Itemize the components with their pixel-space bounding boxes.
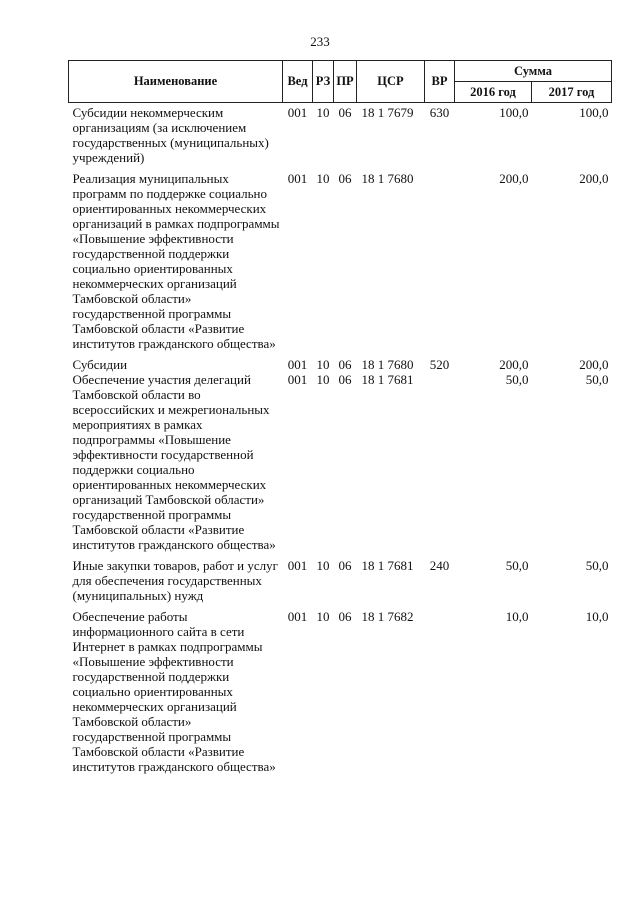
row-rz: 10	[316, 105, 330, 120]
row-name: Субсидии	[72, 357, 128, 372]
row-sum-2017: 50,0	[585, 558, 609, 573]
row-sum-2017: 50,0	[585, 372, 609, 387]
table-row	[69, 609, 612, 774]
header-year-2017: 2017 год	[532, 82, 612, 103]
row-vr	[425, 171, 455, 351]
table-row	[69, 171, 612, 351]
row-vr: 520	[429, 357, 450, 372]
row-sum-2017: 200,0	[579, 171, 609, 186]
row-name: Субсидии некоммерческим организациям (за исключением государственных (муниципальных) учреждений)	[72, 105, 269, 165]
row-sum-2016: 10,0	[505, 609, 529, 624]
row-sum-2016: 200,0	[499, 357, 529, 372]
row-csr: 18 1 7682	[361, 609, 414, 624]
page-number: 233	[310, 34, 330, 49]
row-vr	[425, 372, 455, 552]
row-pr: 06	[338, 105, 352, 120]
budget-table	[68, 60, 612, 774]
row-pr: 06	[338, 609, 352, 624]
row-name: Иные закупки товаров, работ и услуг для обеспечения государственных (муниципальных) нужд	[72, 558, 278, 603]
header-sum: Сумма	[455, 61, 612, 82]
table-body	[69, 103, 612, 775]
header-vr: ВР	[425, 61, 455, 103]
header-ved: Вед	[283, 61, 313, 103]
row-rz: 10	[316, 558, 330, 573]
row-csr: 18 1 7680	[361, 357, 414, 372]
table-row	[69, 357, 612, 372]
table-header	[69, 61, 612, 103]
header-name: Наименование	[69, 61, 283, 103]
row-ved: 001	[287, 558, 308, 573]
row-sum-2016: 100,0	[499, 105, 529, 120]
row-sum-2016: 200,0	[499, 171, 529, 186]
row-vr: 240	[429, 558, 450, 573]
row-sum-2017: 200,0	[579, 357, 609, 372]
header-year-2016: 2016 год	[455, 82, 532, 103]
row-rz: 10	[316, 357, 330, 372]
table-row	[69, 558, 612, 603]
row-sum-2016: 50,0	[505, 372, 529, 387]
row-ved: 001	[287, 372, 308, 387]
row-sum-2017: 10,0	[585, 609, 609, 624]
row-pr: 06	[338, 357, 352, 372]
row-rz: 10	[316, 171, 330, 186]
row-sum-2016: 50,0	[505, 558, 529, 573]
table-row	[69, 372, 612, 552]
row-rz: 10	[316, 609, 330, 624]
row-csr: 18 1 7680	[361, 171, 414, 186]
row-name: Обеспечение работы информационного сайта в сети Интернет в рамках подпрограммы «Повышение эффективности государственной поддержки социально ориентированных некоммерческих организаций Тамбовской области» государственной программы Тамбовской области «Развитие институтов гражданского общества»	[72, 609, 276, 774]
row-ved: 001	[287, 171, 308, 186]
row-ved: 001	[287, 609, 308, 624]
row-vr	[425, 609, 455, 774]
row-pr: 06	[338, 171, 352, 186]
row-name: Обеспечение участия делегаций Тамбовской области во всероссийских и межрегиональных мероприятиях в рамках подпрограммы «Повышение эффективности государственной поддержки социально ориентированных некоммерческих организаций Тамбовской области» государственной программы Тамбовской области «Развитие институтов гражданского общества»	[72, 372, 276, 552]
row-pr: 06	[338, 372, 352, 387]
row-sum-2017: 100,0	[579, 105, 609, 120]
row-csr: 18 1 7681	[361, 372, 414, 387]
header-rz: РЗ	[313, 61, 334, 103]
row-csr: 18 1 7679	[361, 105, 414, 120]
header-csr: ЦСР	[357, 61, 425, 103]
row-vr: 630	[429, 105, 450, 120]
row-pr: 06	[338, 558, 352, 573]
header-pr: ПР	[334, 61, 357, 103]
row-name: Реализация муниципальных программ по поддержке социально ориентированных некоммерческих организаций в рамках подпрограммы «Повышение эффективности государственной поддержки социально ориентированных некоммерческих организаций Тамбовской области» государственной программы Тамбовской области «Развитие институтов гражданского общества»	[72, 171, 280, 351]
row-rz: 10	[316, 372, 330, 387]
row-csr: 18 1 7681	[361, 558, 414, 573]
table-row	[69, 103, 612, 166]
row-ved: 001	[287, 105, 308, 120]
row-ved: 001	[287, 357, 308, 372]
